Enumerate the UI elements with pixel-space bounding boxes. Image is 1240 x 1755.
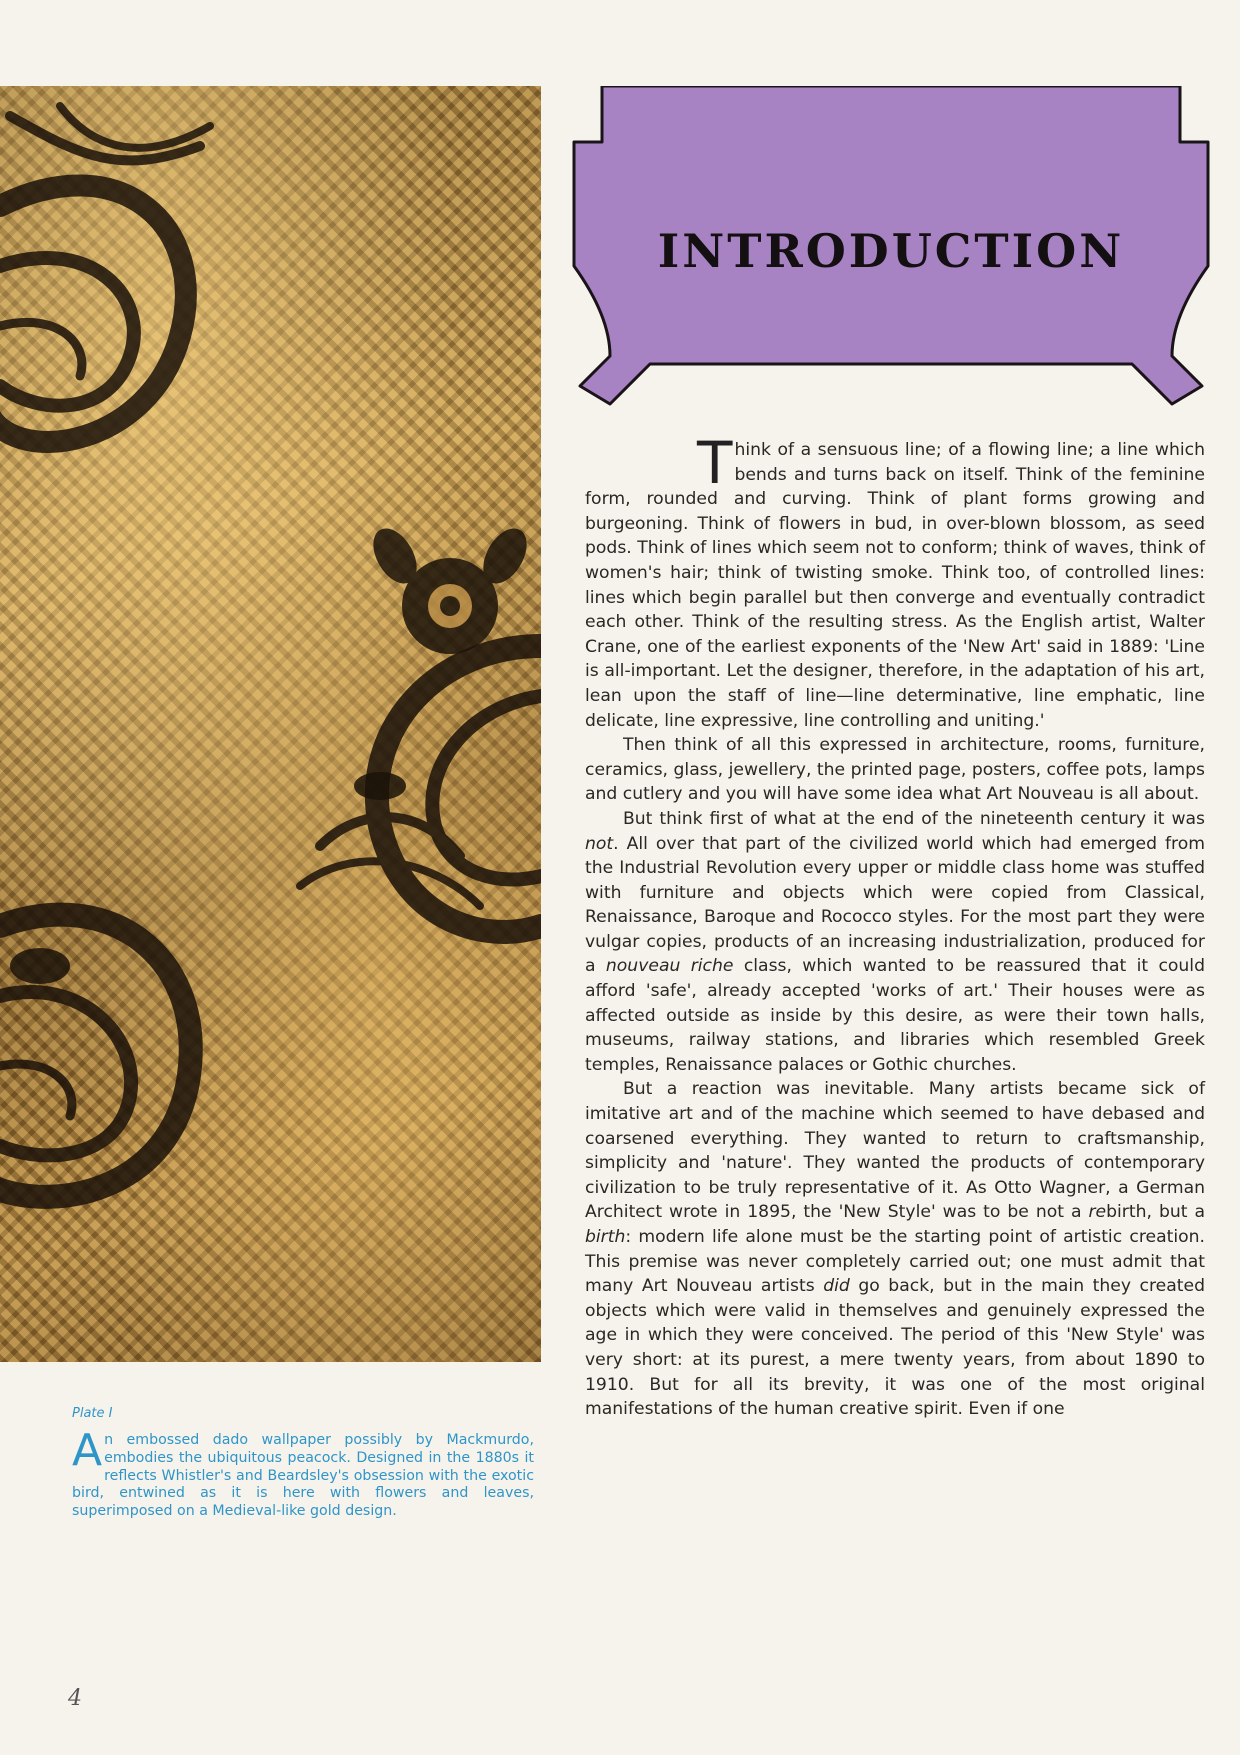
paragraph-1: Think of a sensuous line; of a flowing line; a line which bends and turns back on itself. Think of the feminine form, rounded and curving. Think of plant forms growing and burgeoning. Think of flowers in bud, in over-blown blossom, as seed pods. Think of lines which seem not to conform; think of waves, think of women's hair; think of twisting smoke. Think too, of controlled lines: lines which begin parallel but then converge and eventually contradict each other. Think of the resulting stress. As the English artist, Walter Crane, one of the earliest exponents of the 'New Art' said in 1889: 'Line is all-important. Let the designer, therefore, in the adaptation of his art, lean upon the staff of line—line determinative, line emphatic, line delicate, line expressive, line controlling and uniting.': [585, 429, 1205, 731]
plate-caption: An embossed dado wallpaper possibly by Mackmurdo, embodies the ubiquitous peacock. Designed in the 1880s it reflects Whistler's and Beardsley's obsession with the exotic bird, entwined as it is here with flowers and leaves, superimposed on a Medieval-like gold design.: [72, 1425, 534, 1520]
page-number: 4: [68, 1686, 82, 1711]
drop-cap: T: [697, 429, 733, 497]
peacock-pattern-illustration: [0, 86, 541, 1362]
caption-drop-cap: A: [72, 1425, 103, 1476]
paragraph-2: Then think of all this expressed in architecture, rooms, furniture, ceramics, glass, jewellery, the printed page, posters, coffee pots, lamps and cutlery and you will have some idea what Art Nouveau is all about.: [585, 735, 1205, 805]
body-text: [585, 429, 1205, 1422]
paragraph-3: But think first of what at the end of the nineteenth century it was not. All over that part of the civilized world which had emerged from the Industrial Revolution every upper or middle class home was stuffed with furniture and objects which were copied from Classical, Renaissance, Baroque and Rococco styles. For the most part they were vulgar copies, products of an increasing industrialization, produced for a nouveau riche class, which wanted to be reassured that it could afford 'safe', already accepted 'works of art.' Their houses were as affected outside as inside by this desire, as were their town halls, museums, railway stations, and libraries which resembled Greek temples, Renaissance palaces or Gothic churches.: [585, 808, 1205, 1075]
paragraph-4: But a reaction was inevitable. Many artists became sick of imitative art and of the machine which seemed to have debased and coarsened everything. They wanted to return to craftsmanship, simplicity and 'nature'. They wanted the products of contemporary civilization to be truly representative of it. As Otto Wagner, a German Architect wrote in 1895, the 'New Style' was to be not a rebirth, but a birth: modern life alone must be the starting point of artistic creation. This premise was never completely carried out; one must admit that many Art Nouveau artists did go back, but in the main they created objects which were valid in themselves and genuinely expressed the age in which they were conceived. The period of this 'New Style' was very short: at its purest, a mere twenty years, from about 1890 to 1910. But for all its brevity, it was one of the most original manifestations of the human creative spirit. Even if one: [585, 1079, 1205, 1420]
page-title: INTRODUCTION: [657, 224, 1125, 278]
plate-image-peacock-wallpaper: [0, 86, 541, 1362]
plate-label: Plate I: [72, 1406, 113, 1421]
